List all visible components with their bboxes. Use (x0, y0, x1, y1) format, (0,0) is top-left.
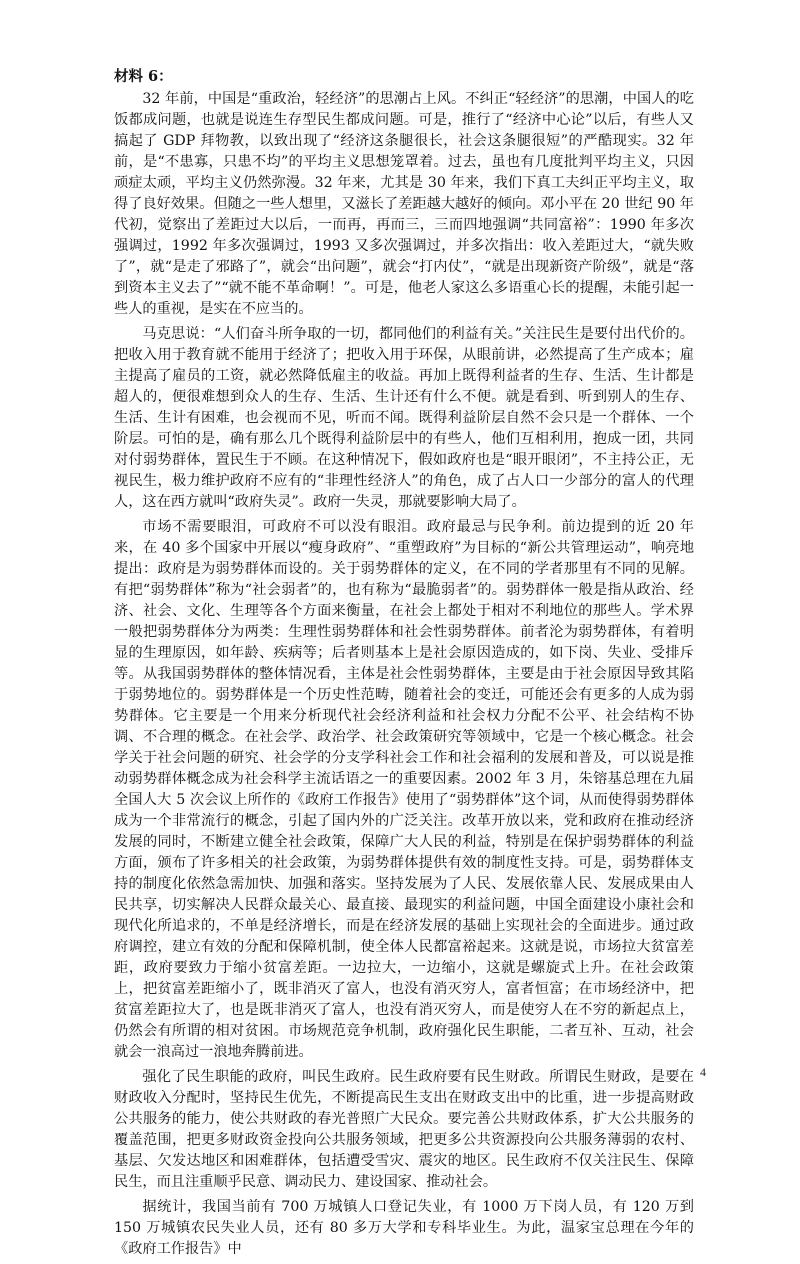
paragraph-4: 强化了民生职能的政府，叫民生政府。民生政府要有民生财政。所谓民生财政，是要在财政收入分配时，坚持民生优先，不断提高民生支出在财政支出中的比重，进一步提高财政公共服务的能力，使公共财政的春光普照广大民众。要完善公共财政体系，扩大公共服务的覆盖范围，把更多财政资金投向公共服务领域，把更多公共资源投向公共服务薄弱的农村、基层、欠发达地区和困难群体，包括遭受雪灾、震灾的地区。民生政府不仅关注民生、保障民生，而且注重顺乎民意、调动民力、建设国家、推动社会。 (114, 1069, 694, 1190)
paragraph-1: 32 年前，中国是“重政治，轻经济”的思潮占上风。不纠正“轻经济”的思潮，中国人的吃饭都成问题，也就是说连生存型民生都成问题。可是，推行了“经济中心论”以后，有些人又搞起了 GDP 拜物教，以致出现了“经济这条腿很长，社会这条腿很短”的严酷现实。32 年前，是“不患寡，只患不均”的平均主义思想笼罩着。过去，虽也有几度批判平均主义，只因顽症太顽，平均主义仍然弥漫。32 年来，尤其是 30 年来，我们下真工夫纠正平均主义，取得了良好效果。但随之一些人想里，又滋长了差距越大越好的倾向。邓小平在 20 世纪 90 年代初，觉察出了差距过大以后，一而再，再而三，三而四地强调“共同富裕”：1990 年多次强调过，1992 年多次强调过，1993 又多次强调过，并多次指出：收入差距过大，“就失败了”，就“是走了邪路了”，就会“出问题”，就会“打内仗”，“就是出现新资产阶级”，就是“落到资本主义去了”“就不能不革命啊！”。可是，他老人家这么多语重心长的提醒，未能引起一些人的重视，是实在不应当的。 (114, 91, 694, 317)
document-body (114, 66, 694, 1264)
paragraph-3: 市场不需要眼泪，可政府不可以没有眼泪。政府最忌与民争利。前边提到的近 20 年来，在 40 多个国家中开展以“瘦身政府”、“重塑政府”为目标的“新公共管理运动”，响亮地提出：政府是为弱势群体而设的。关于弱势群体的定义，在不同的学者那里有不同的见解。有把“弱势群体”称为“社会弱者”的，也有称为“最脆弱者”的。弱势群体一般是指从政治、经济、社会、文化、生理等各个方面来衡量，在社会上都处于相对不利地位的那些人。学术界一般把弱势群体分为两类：生理性弱势群体和社会性弱势群体。前者沦为弱势群体，有着明显的生理原因，如年龄、疾病等；后者则基本上是社会原因造成的，如下岗、失业、受排斥等。从我国弱势群体的整体情况看，主体是社会性弱势群体，主要是由于社会原因导致其陷于弱势地位的。弱势群体是一个历史性范畴，随着社会的变迁，可能还会有更多的人成为弱势群体。它主要是一个用来分析现代社会经济利益和社会权力分配不公平、社会结构不协调、不合理的概念。在社会学、政治学、社会政策研究等领域中，它是一个核心概念。社会学关于社会问题的研究、社会学的分支学科社会工作和社会福利的发展和普及，可以说是推动弱势群体概念成为社会科学主流话语之一的重要因素。2002 年 3 月，朱镕基总理在九届全国人大 5 次会议上所作的《政府工作报告》使用了“弱势群体”这个词，从而使得弱势群体成为一个非常流行的概念，引起了国内外的广泛关注。改革开放以来，党和政府在推动经济发展的同时，不断建立健全社会政策，保障广大人民的利益，特别是在保护弱势群体的利益方面，颁布了许多相关的社会政策，为弱势群体提供有效的制度性支持。可是，弱势群体支持的制度化依然急需加快、加强和落实。坚持发展为了人民、发展依靠人民、发展成果由人民共享，切实解决人民群众最关心、最直接、最现实的利益问题，中国全面建设小康社会和现代化所追求的，不单是经济增长，而是在经济发展的基础上实现社会的全面进步。通过政府调控，建立有效的分配和保障机制，使全体人民都富裕起来。这就是说，市场拉大贫富差距，政府要致力于缩小贫富差距。一边拉大，一边缩小，这就是螺旋式上升。在社会政策上，把贫富差距缩小了，既非消灭了富人，也没有消灭穷人，富者恒富；在市场经济中，把贫富差距拉大了，也是既非消灭了富人，也没有消灭穷人，而是使穷人在不穷的新起点上，仍然会有所谓的相对贫困。市场规范竞争机制，政府强化民生职能，二者互补、互动，社会就会一浪高过一浪地奔腾前进。 (114, 519, 695, 1060)
paragraph-5: 据统计，我国当前有 700 万城镇人口登记失业，有 1000 万下岗人员，有 120 万到 150 万城镇农民失业人员，还有 80 多万大学和专科毕业生。为此，温家宝总理在今年的《政府工作报告》中 (114, 1199, 694, 1257)
page-number: 4 (700, 1065, 706, 1079)
paragraph-2: 马克思说：“人们奋斗所争取的一切，都同他们的利益有关。”关注民生是要付出代价的。把收入用于教育就不能用于经济了；把收入用于环保，从眼前讲，必然提高了生产成本；雇主提高了雇员的工资，就必然降低雇主的收益。再加上既得利益者的生存、生活、生计都是超人的，便很难想到众人的生存、生活、生计还有什么不便。就是看到、听到别人的生存、生活、生计有困难，也会视而不见，听而不闻。既得利益阶层自然不会只是一个群体、一个阶层。可怕的是，确有那么几个既得利益阶层中的有些人，他们互相利用，抱成一团，共同对付弱势群体，置民生于不顾。在这种情况下，假如政府也是“眼开眼闭”，不主持公正，无视民生，极力维护政府不应有的“非理性经济人”的角色，成了占人口一少部分的富人的代理人，这在西方就叫“政府失灵”。政府一失灵，那就要影响大局了。 (114, 326, 694, 510)
material-heading: 材料 6： (114, 68, 173, 85)
